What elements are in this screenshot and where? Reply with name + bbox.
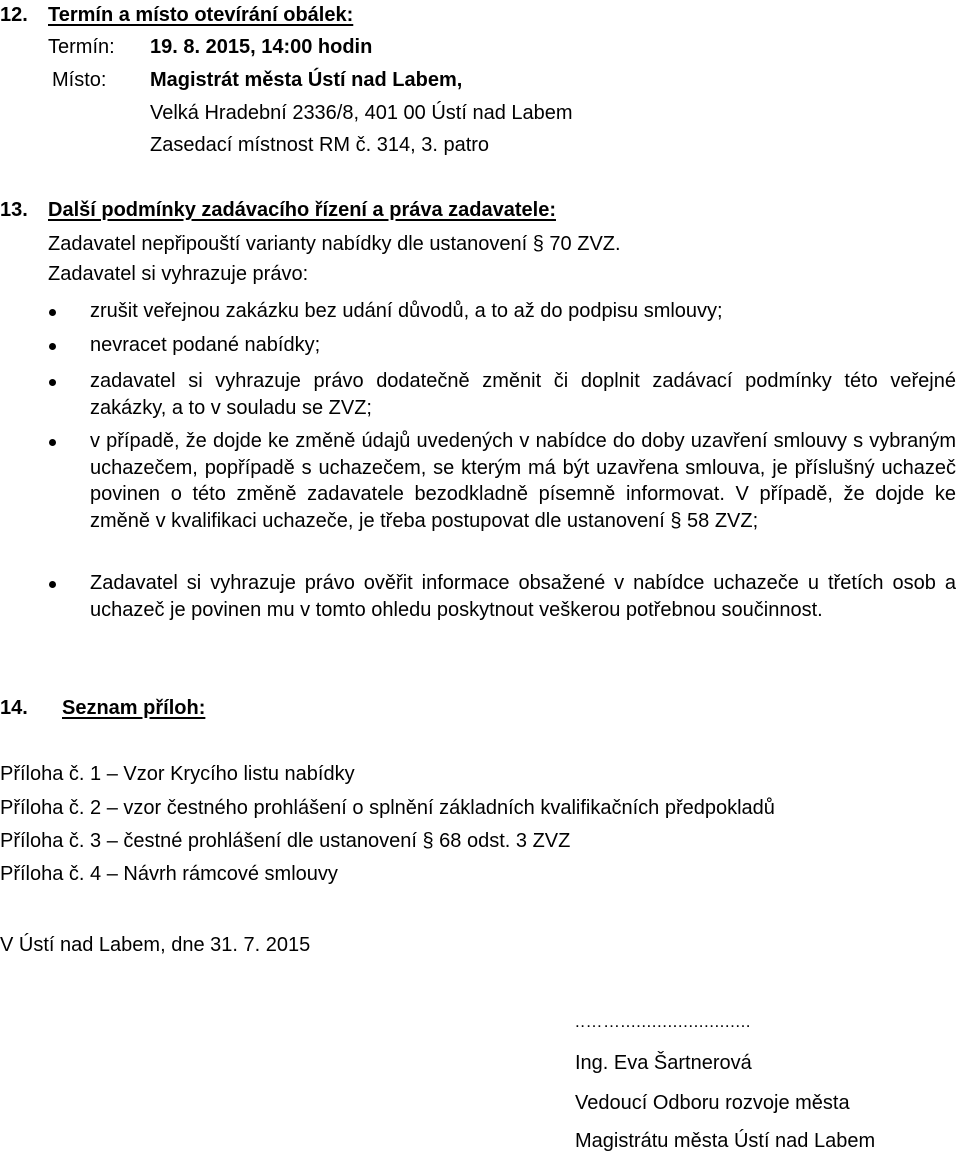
section-14-heading: Seznam příloh: [62,697,206,719]
bullet-dot [49,309,56,316]
place-line-1: Magistrát města Ústí nad Labem, [150,69,463,91]
list-item: zadavatel si vyhrazuje právo dodatečně změnit či doplnit zadávací podmínky této veřejné zakázky, a to v souladu se ZVZ; [90,370,956,419]
attachment-item: Příloha č. 3 – čestné prohlášení dle ustanovení § 68 odst. 3 ZVZ [0,830,571,852]
signatory-role: Vedoucí Odboru rozvoje města [575,1092,850,1114]
place-line-3: Zasedací místnost RM č. 314, 3. patro [150,134,490,156]
signatory-organization: Magistrátu města Ústí nad Labem [575,1130,876,1152]
bullet-dot [49,439,56,446]
no-variants-text: Zadavatel nepřipouští varianty nabídky dle ustanovení § 70 ZVZ. [48,233,621,255]
list-item: Zadavatel si vyhrazuje právo ověřit informace obsažené v nabídce uchazeče u třetích osob a uchazeč je povinen mu v tomto ohledu poskytnout veškerou potřebnou součinnost. [90,572,956,621]
term-label: Termín: [48,36,115,58]
list-item: zrušit veřejnou zakázku bez udání důvodů, a to až do podpisu smlouvy; [90,300,723,322]
place-line-2: Velká Hradební 2336/8, 401 00 Ústí nad Labem [150,102,573,124]
place-date: V Ústí nad Labem, dne 31. 7. 2015 [0,934,311,956]
term-value: 19. 8. 2015, 14:00 hodin [150,36,373,58]
section-12-number: 12. [0,4,28,26]
list-item: v případě, že dojde ke změně údajů uvedených v nabídce do doby uzavření smlouvy s vybraným uchazečem, popřípadě s uchazečem, se kterým má být uzavřena smlouva, je příslušný uchazeč povinen o této změně zadavatele bezodkladně písemně informovat. V případě, že dojde ke změně v kvalifikaci uchazeče, je třeba postupovat dle ustanovení § 58 ZVZ; [90,430,956,532]
bullet-dot [49,379,56,386]
section-12-heading: Termín a místo otevírání obálek: [48,4,354,26]
section-14-number: 14. [0,697,28,719]
section-13-number: 13. [0,199,28,221]
place-label: Místo: [52,69,107,91]
bullet-dot [49,581,56,588]
list-item: nevracet podané nabídky; [90,334,321,356]
signatory-name: Ing. Eva Šartnerová [575,1052,752,1074]
section-13-heading: Další podmínky zadávacího řízení a práva zadavatele: [48,199,556,221]
bullet-dot [49,343,56,350]
reserves-right-text: Zadavatel si vyhrazuje právo: [48,263,309,285]
attachment-item: Příloha č. 1 – Vzor Krycího listu nabídky [0,763,355,785]
attachment-item: Příloha č. 2 – vzor čestného prohlášení o splnění základních kvalifikačních předpokladů [0,797,775,819]
signature-line: ..……......................... [575,1012,752,1031]
attachment-item: Příloha č. 4 – Návrh rámcové smlouvy [0,863,338,885]
